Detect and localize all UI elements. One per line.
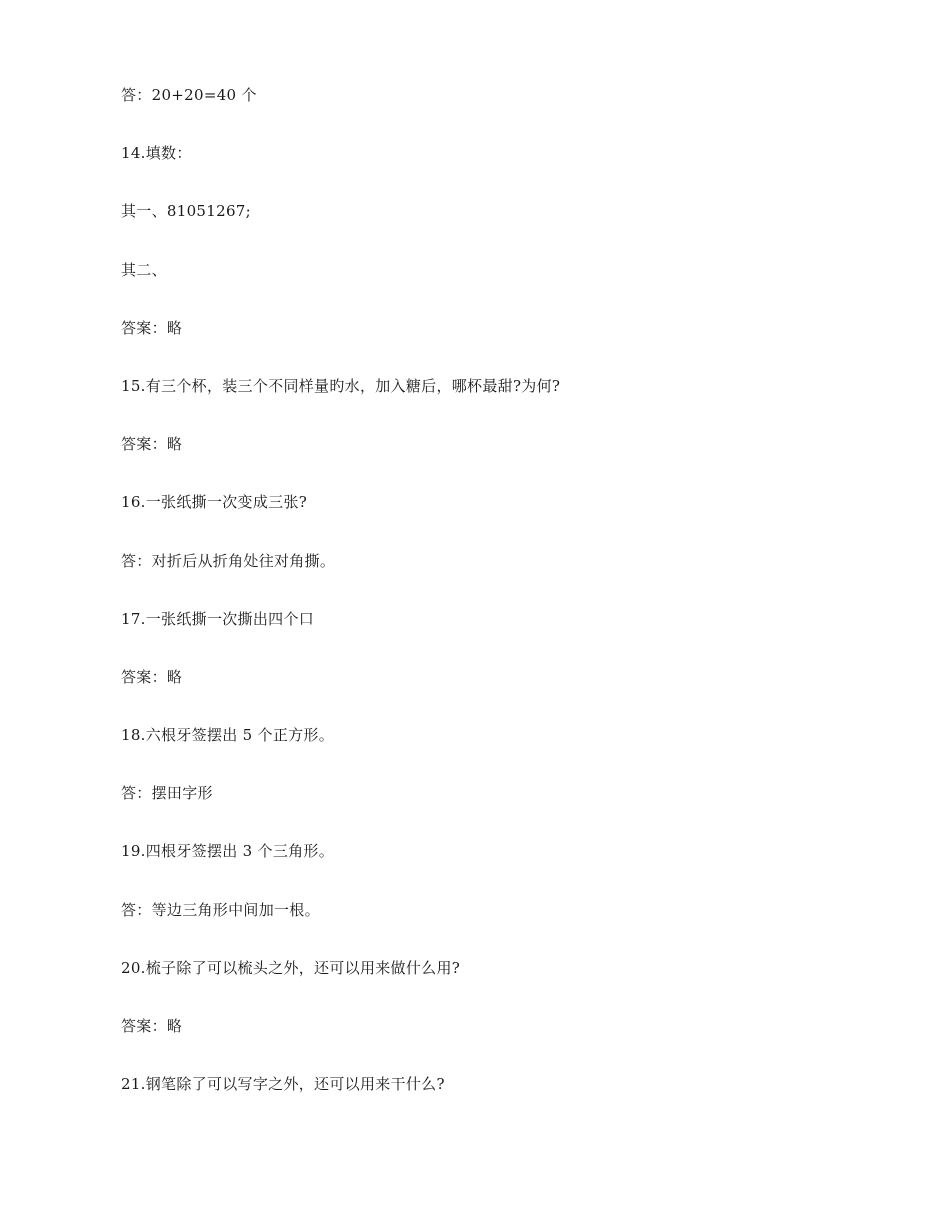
answer-line-17: 答案：略 [121, 667, 183, 686]
answer-line-14: 答案：略 [121, 318, 183, 337]
question-line-16: 16.一张纸撕一次变成三张? [121, 493, 308, 512]
answer-line-14-part-2: 其二、 [121, 260, 167, 279]
answer-line-14-part-1: 其一、81051267; [121, 202, 252, 221]
question-line-15: 15.有三个杯，装三个不同样量旳水，加入糖后，哪杯最甜?为何? [121, 376, 561, 395]
document-body [121, 84, 881, 1131]
answer-line-18: 答：摆田字形 [121, 784, 213, 803]
question-line-18: 18.六根牙签摆出 5 个正方形。 [121, 726, 335, 745]
answer-line-13: 答：20+20=40 个 [121, 86, 257, 104]
answer-line-16: 答：对折后从折角处往对角撕。 [121, 551, 336, 570]
question-line-20: 20.梳子除了可以梳头之外，还可以用来做什么用? [121, 958, 461, 977]
question-line-17: 17.一张纸撕一次撕出四个口 [121, 609, 315, 628]
answer-line-15: 答案：略 [121, 435, 183, 454]
answer-line-20: 答案：略 [121, 1017, 183, 1035]
question-line-21: 21.钢笔除了可以写字之外，还可以用来干什么? [121, 1075, 445, 1094]
answer-line-19: 答：等边三角形中间加一根。 [121, 900, 320, 919]
question-line-19: 19.四根牙签摆出 3 个三角形。 [121, 842, 335, 861]
question-line-14: 14.填数： [121, 144, 192, 163]
